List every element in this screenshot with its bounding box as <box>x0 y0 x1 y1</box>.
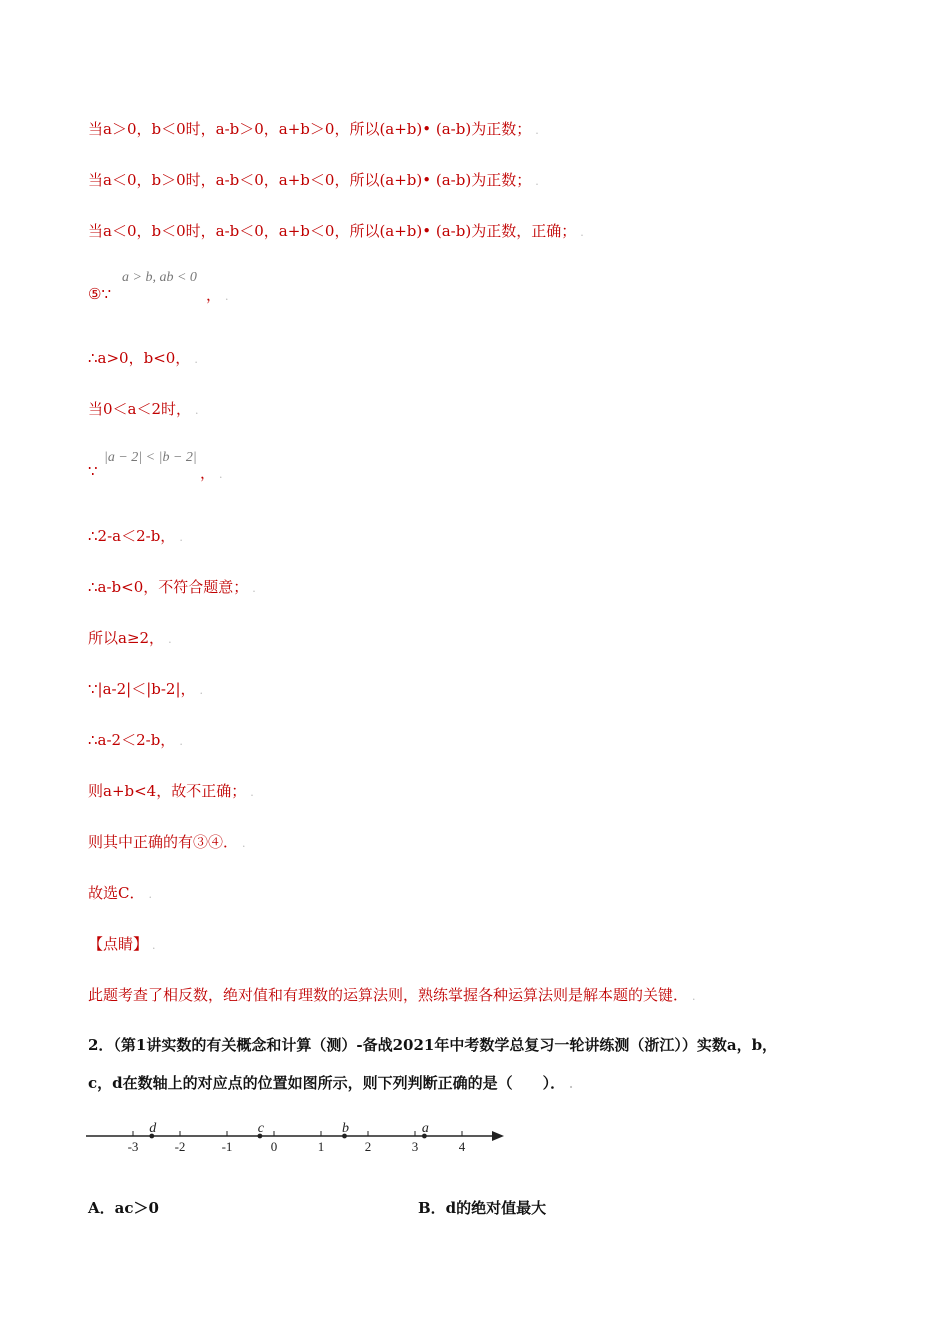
point-label-a: a <box>421 1121 429 1136</box>
solution-line-13: 则a+b<4，故不正确； . <box>88 782 254 800</box>
option-a[interactable]: A．ac＞0 <box>88 1199 159 1217</box>
point-label-c: c <box>257 1121 265 1136</box>
solution-line-6: 当0＜a＜2时， . <box>88 400 199 418</box>
tick-label: -1 <box>221 1139 233 1154</box>
solution-line-15: 故选C． . <box>88 884 152 902</box>
question-2-line-1: 2．（第1讲实数的有关概念和计算（测）-备战2021年中考数学总复习一轮讲练测（浙江））实数a，b， <box>88 1036 778 1054</box>
solution-line-12: ∴a-2＜2-b， . <box>88 731 183 749</box>
solution-line-8: ∴2-a＜2-b， . <box>88 527 183 545</box>
tick-label: 4 <box>458 1139 466 1154</box>
solution-line-7: ∵ <box>88 462 98 480</box>
number-line-figure <box>86 1118 516 1166</box>
question-2-line-2: c，d在数轴上的对应点的位置如图所示，则下列判断正确的是（ ）． . <box>88 1074 573 1092</box>
tick-label: -2 <box>174 1139 186 1154</box>
tick-label: 3 <box>411 1139 419 1154</box>
option-b[interactable]: B．d的绝对值最大 <box>418 1199 547 1217</box>
solution-line-2: 当a＜0，b＞0时，a-b＜0，a+b＜0，所以(a+b)• (a-b)为正数； . <box>88 171 539 189</box>
remark-heading: 【点睛】 . <box>88 935 156 953</box>
solution-line-11: ∵|a-2|＜|b-2|， . <box>88 680 204 698</box>
tick-label: 0 <box>270 1139 278 1154</box>
solution-line-10: 所以a≥2， . <box>88 629 172 647</box>
solution-line-14: 则其中正确的有③④． . <box>88 833 246 851</box>
solution-line-3: 当a＜0，b＜0时，a-b＜0，a+b＜0，所以(a+b)• (a-b)为正数，正确； . <box>88 222 584 240</box>
formula-abs-tail: ， . <box>200 464 223 482</box>
remark-text: 此题考查了相反数，绝对值和有理数的运算法则，熟练掌握各种运算法则是解本题的关键． . <box>88 986 696 1004</box>
solution-line-5: ∴a>0，b<0， . <box>88 349 198 367</box>
tick-label: 2 <box>364 1139 372 1154</box>
tick-label: 1 <box>317 1139 325 1154</box>
solution-line-1: 当a＞0，b＜0时，a-b＞0，a+b＞0，所以(a+b)• (a-b)为正数； . <box>88 120 539 138</box>
solution-line-4: ⑤∵ <box>88 285 111 303</box>
formula-abs-inequality: |a − 2| < |b − 2| <box>104 450 197 465</box>
point-label-b: b <box>342 1121 349 1136</box>
axis-arrow <box>492 1131 504 1141</box>
tick-label: -3 <box>127 1139 139 1154</box>
formula-5-tail: ， . <box>206 286 229 304</box>
point-label-d: d <box>149 1121 157 1136</box>
formula-condition-5: a > b, ab < 0 <box>122 270 197 285</box>
solution-line-9: ∴a-b<0，不符合题意； . <box>88 578 256 596</box>
